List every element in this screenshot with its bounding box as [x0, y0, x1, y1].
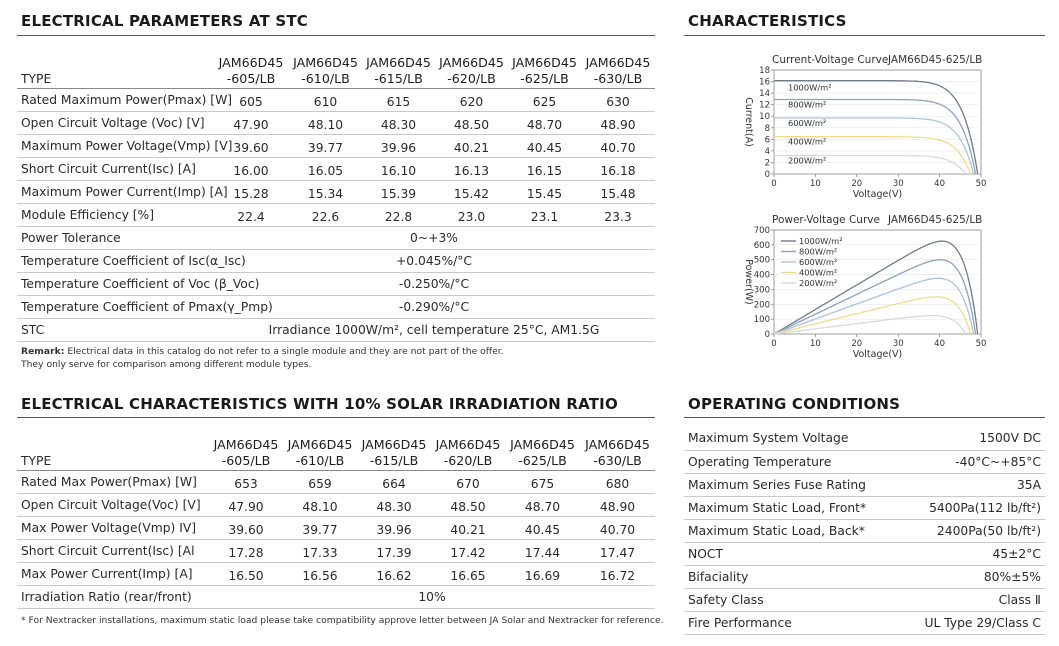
- y-tick-label: 700: [753, 226, 770, 236]
- y-tick-label: 100: [753, 315, 770, 326]
- model-name-line2: -620/LB: [447, 70, 496, 86]
- model-name-line1: JAM66D45: [213, 436, 279, 452]
- cell-value: 15.28: [213, 180, 289, 203]
- x-tick-label: 10: [809, 179, 821, 189]
- remark-text-2: They only serve for comparison among different module types.: [21, 358, 312, 370]
- table-row: [17, 539, 655, 562]
- x-tick-label: 40: [934, 179, 946, 189]
- cell-value: 22.8: [362, 203, 435, 226]
- cell-value: 15.42: [435, 180, 508, 203]
- table-row: [17, 226, 655, 249]
- table-row: [684, 542, 1045, 565]
- row-label: Maximum Power Voltage(Vmp) [V]: [17, 134, 213, 157]
- model-name-line1: JAM66D45: [512, 54, 577, 70]
- model-name-line2: -610/LB: [301, 70, 350, 86]
- model-name-line2: -625/LB: [518, 452, 567, 468]
- table-row: [684, 450, 1045, 473]
- model-name-line2: -620/LB: [443, 452, 493, 468]
- cell-value: 39.96: [362, 134, 435, 157]
- cell-value: 48.10: [283, 493, 357, 516]
- condition-value: 2400Pa(50 lb/ft²): [884, 519, 1045, 542]
- stc-title-rule: [17, 35, 655, 36]
- condition-value: 80%±5%: [884, 565, 1045, 588]
- model-header: [505, 434, 580, 470]
- series-line: [774, 297, 971, 334]
- condition-value: UL Type 29/Class C: [884, 611, 1045, 634]
- y-tick-label: 0: [764, 170, 770, 180]
- cell-value: 22.4: [213, 203, 289, 226]
- type-header: TYPE: [17, 52, 213, 88]
- cell-value: 16.15: [508, 157, 581, 180]
- cell-value: 620: [435, 88, 508, 111]
- bifi-characteristics-table: [17, 434, 655, 609]
- condition-label: Fire Performance: [684, 611, 884, 634]
- y-tick-label: 16: [759, 77, 770, 88]
- series-line: [774, 316, 966, 334]
- x-tick-label: 20: [851, 339, 863, 349]
- chart-title: Power-Voltage Curve: [772, 214, 880, 226]
- cell-value: 17.42: [431, 539, 505, 562]
- model-name-line1: JAM66D45: [585, 54, 651, 70]
- y-tick-label: 500: [753, 255, 770, 266]
- cell-value: 40.21: [435, 134, 508, 157]
- cell-value: 48.50: [431, 493, 505, 516]
- cell-value: 17.28: [209, 539, 283, 562]
- cell-value: 659: [283, 470, 357, 493]
- table-row: [684, 588, 1045, 611]
- table-row: [17, 134, 655, 157]
- row-label: Temperature Coefficient of Isc(α_Isc): [17, 249, 213, 272]
- spanning-value: Irradiance 1000W/m², cell temperature 25°C, AM1.5G: [213, 318, 655, 341]
- condition-value: 1500V DC: [884, 427, 1045, 450]
- condition-value: 5400Pa(112 lb/ft²): [884, 496, 1045, 519]
- cell-value: 48.70: [505, 493, 580, 516]
- chart-title: Current-Voltage Curve: [772, 54, 889, 66]
- table-row: [17, 88, 655, 111]
- model-name-line2: -630/LB: [593, 452, 642, 468]
- condition-value: -40°C~+85°C: [884, 450, 1045, 473]
- row-label: Power Tolerance: [17, 226, 213, 249]
- y-tick-label: 0: [764, 330, 770, 340]
- row-label: Rated Max Power(Pmax) [W]: [17, 470, 209, 493]
- table-row: [17, 157, 655, 180]
- cell-value: 40.70: [581, 134, 655, 157]
- remark-text-1: Electrical data in this catalog do not refer to a single module and they are not part of the offer.: [64, 346, 504, 357]
- spanning-value: -0.250%/°C: [213, 272, 655, 295]
- spanning-value: -0.290%/°C: [213, 295, 655, 318]
- x-tick-label: 40: [934, 339, 946, 349]
- table-row: [17, 203, 655, 226]
- cell-value: 17.39: [357, 539, 431, 562]
- condition-label: NOCT: [684, 542, 884, 565]
- y-tick-label: 10: [759, 112, 770, 123]
- y-axis-label: Power(W): [743, 259, 754, 305]
- model-name-line2: -610/LB: [295, 452, 345, 468]
- cell-value: 16.13: [435, 157, 508, 180]
- cell-value: 17.44: [505, 539, 580, 562]
- model-header: [508, 52, 581, 88]
- bifi-title-rule: [17, 417, 655, 418]
- model-name-line1: JAM66D45: [293, 54, 358, 70]
- characteristics-rule: [684, 35, 1045, 36]
- cell-value: 40.70: [580, 516, 655, 539]
- cell-value: 664: [357, 470, 431, 493]
- x-tick-label: 10: [809, 339, 821, 349]
- row-label: Short Circuit Current(Isc) [Al: [17, 539, 209, 562]
- operating-conditions-table: [684, 427, 1045, 635]
- model-name-line1: JAM66D45: [585, 436, 650, 452]
- cell-value: 23.1: [508, 203, 581, 226]
- model-name-line2: -615/LB: [374, 70, 423, 86]
- condition-label: Bifaciality: [684, 565, 884, 588]
- model-name-line2: -630/LB: [593, 70, 643, 86]
- cell-value: 48.70: [508, 111, 581, 134]
- table-row: [684, 611, 1045, 634]
- chart-model-label: JAM66D45-625/LB: [888, 54, 983, 66]
- row-label: Open Circuit Voltage(Voc) [V]: [17, 493, 209, 516]
- series-label: 800W/m²: [788, 99, 827, 110]
- y-tick-label: 14: [759, 89, 770, 100]
- model-header: [435, 52, 508, 88]
- y-tick-label: 200: [753, 300, 770, 311]
- model-header: [213, 52, 289, 88]
- model-name-line2: -615/LB: [369, 452, 419, 468]
- x-tick-label: 50: [975, 179, 987, 189]
- cell-value: 23.3: [581, 203, 655, 226]
- table-row: [17, 111, 655, 134]
- cell-value: 48.30: [362, 111, 435, 134]
- table-row: [17, 249, 655, 272]
- chart-model-label: JAM66D45-625/LB: [888, 214, 983, 226]
- model-header: [580, 434, 655, 470]
- condition-label: Operating Temperature: [684, 450, 884, 473]
- condition-value: 35A: [884, 473, 1045, 496]
- y-tick-label: 4: [764, 146, 770, 157]
- legend-label: 1000W/m²: [799, 236, 843, 246]
- spanning-value: +0.045%/°C: [213, 249, 655, 272]
- x-tick-label: 0: [771, 339, 777, 349]
- table-row: [17, 272, 655, 295]
- table-row: [17, 516, 655, 539]
- x-tick-label: 30: [892, 179, 904, 189]
- row-label: Maximum Power Current(Imp) [A]: [17, 180, 213, 203]
- model-header: [581, 52, 655, 88]
- cell-value: 610: [289, 88, 362, 111]
- y-tick-label: 300: [753, 285, 770, 296]
- cell-value: 40.45: [505, 516, 580, 539]
- bifi-section-title: ELECTRICAL CHARACTERISTICS WITH 10% SOLAR IRRADIATION RATIO: [21, 395, 618, 413]
- cell-value: 15.39: [362, 180, 435, 203]
- cell-value: 605: [213, 88, 289, 111]
- cell-value: 15.34: [289, 180, 362, 203]
- series-label: 400W/m²: [788, 136, 827, 147]
- legend-label: 200W/m²: [799, 278, 838, 288]
- cell-value: 39.60: [209, 516, 283, 539]
- model-header: [289, 52, 362, 88]
- table-header-row: [17, 434, 655, 470]
- condition-value: Class Ⅱ: [884, 588, 1045, 611]
- table-row: [17, 470, 655, 493]
- row-label: Short Circuit Current(Isc) [A]: [17, 157, 213, 180]
- cell-value: 680: [580, 470, 655, 493]
- remark-label: Remark:: [21, 346, 65, 357]
- cell-value: 670: [431, 470, 505, 493]
- legend-label: 800W/m²: [799, 246, 838, 257]
- condition-value: 45±2°C: [884, 542, 1045, 565]
- y-tick-label: 12: [759, 100, 770, 111]
- type-header: TYPE: [17, 434, 209, 470]
- cell-value: 39.60: [213, 134, 289, 157]
- operating-rule: [684, 417, 1045, 418]
- cell-value: 23.0: [435, 203, 508, 226]
- x-axis-label: Voltage(V): [852, 349, 903, 360]
- model-header: [283, 434, 357, 470]
- cell-value: 653: [209, 470, 283, 493]
- stc-section-title: ELECTRICAL PARAMETERS AT STC: [21, 12, 308, 30]
- table-row: [684, 496, 1045, 519]
- cell-value: 675: [505, 470, 580, 493]
- row-label: Max Power Current(Imp) [A]: [17, 562, 209, 585]
- x-tick-label: 20: [851, 179, 863, 189]
- cell-value: 48.90: [580, 493, 655, 516]
- y-axis-label: Current(A): [743, 97, 754, 147]
- condition-label: Safety Class: [684, 588, 884, 611]
- condition-label: Maximum System Voltage: [684, 427, 884, 450]
- row-label: Temperature Coefficient of Pmax(γ_Pmp): [17, 295, 213, 318]
- cell-value: 16.56: [283, 562, 357, 585]
- cell-value: 48.10: [289, 111, 362, 134]
- model-name-line2: -605/LB: [221, 452, 271, 468]
- cell-value: 16.69: [505, 562, 580, 585]
- cell-value: 16.72: [580, 562, 655, 585]
- model-name-line1: JAM66D45: [287, 436, 353, 452]
- cell-value: 16.50: [209, 562, 283, 585]
- table-row: [684, 519, 1045, 542]
- cell-value: 15.48: [581, 180, 655, 203]
- condition-label: Maximum Static Load, Back*: [684, 519, 884, 542]
- y-tick-label: 6: [764, 135, 770, 146]
- cell-value: 48.30: [357, 493, 431, 516]
- cell-value: 39.77: [289, 134, 362, 157]
- cell-value: 16.00: [213, 157, 289, 180]
- series-label: 1000W/m²: [788, 82, 832, 93]
- model-header: [362, 52, 435, 88]
- characteristics-title: CHARACTERISTICS: [688, 12, 847, 30]
- table-row: [17, 585, 655, 608]
- cell-value: 16.10: [362, 157, 435, 180]
- condition-label: Maximum Series Fuse Rating: [684, 473, 884, 496]
- cell-value: 17.47: [580, 539, 655, 562]
- model-name-line1: JAM66D45: [510, 436, 575, 452]
- table-row: [684, 427, 1045, 450]
- cell-value: 17.33: [283, 539, 357, 562]
- model-name-line1: JAM66D45: [439, 54, 504, 70]
- cell-value: 39.77: [283, 516, 357, 539]
- row-label: STC: [17, 318, 213, 341]
- pv-curve-chart: [734, 210, 994, 362]
- cell-value: 16.62: [357, 562, 431, 585]
- condition-label: Maximum Static Load, Front*: [684, 496, 884, 519]
- cell-value: 15.45: [508, 180, 581, 203]
- row-label: Module Efficiency [%]: [17, 203, 213, 226]
- cell-value: 47.90: [213, 111, 289, 134]
- cell-value: 40.45: [508, 134, 581, 157]
- x-tick-label: 0: [771, 179, 777, 189]
- x-tick-label: 30: [892, 339, 904, 349]
- cell-value: 625: [508, 88, 581, 111]
- row-label: Max Power Voltage(Vmp) IV]: [17, 516, 209, 539]
- row-label: Irradiation Ratio (rear/front): [17, 585, 209, 608]
- table-row: [684, 473, 1045, 496]
- cell-value: 48.50: [435, 111, 508, 134]
- model-header: [431, 434, 505, 470]
- cell-value: 16.05: [289, 157, 362, 180]
- table-row: [17, 493, 655, 516]
- stc-parameters-table: [17, 52, 655, 342]
- operating-title: OPERATING CONDITIONS: [688, 395, 901, 413]
- row-label: Temperature Coefficient of Voc (β_Voc): [17, 272, 213, 295]
- model-name-line1: JAM66D45: [435, 436, 501, 452]
- table-row: [17, 562, 655, 585]
- y-tick-label: 600: [753, 240, 770, 251]
- model-name-line2: -625/LB: [520, 70, 569, 86]
- y-tick-label: 400: [753, 270, 770, 281]
- cell-value: 22.6: [289, 203, 362, 226]
- y-tick-label: 18: [759, 66, 770, 76]
- model-name-line1: JAM66D45: [218, 54, 284, 70]
- series-label: 200W/m²: [788, 155, 827, 166]
- cell-value: 40.21: [431, 516, 505, 539]
- series-label: 600W/m²: [788, 117, 827, 128]
- table-row: [17, 180, 655, 203]
- x-axis-label: Voltage(V): [852, 189, 903, 200]
- table-row: [684, 565, 1045, 588]
- row-label: Rated Maximum Power(Pmax) [W]: [17, 88, 213, 111]
- model-name-line1: JAM66D45: [366, 54, 431, 70]
- model-header: [357, 434, 431, 470]
- cell-value: 16.65: [431, 562, 505, 585]
- cell-value: 47.90: [209, 493, 283, 516]
- nextracker-footnote: * For Nextracker installations, maximum static load please take compatibility approve letter between JA Solar and Nextracker for reference.: [21, 615, 664, 626]
- legend-label: 400W/m²: [799, 267, 838, 278]
- table-row: [17, 318, 655, 341]
- y-tick-label: 2: [764, 158, 770, 169]
- legend-label: 600W/m²: [799, 257, 838, 267]
- cell-value: 630: [581, 88, 655, 111]
- cell-value: 39.96: [357, 516, 431, 539]
- stc-remark: [21, 346, 504, 371]
- cell-value: 16.18: [581, 157, 655, 180]
- table-row: [17, 295, 655, 318]
- x-tick-label: 50: [975, 339, 987, 349]
- model-name-line1: JAM66D45: [361, 436, 427, 452]
- spanning-value: 10%: [209, 585, 655, 608]
- cell-value: 48.90: [581, 111, 655, 134]
- model-header: [209, 434, 283, 470]
- row-label: Open Circuit Voltage (Voc) [V]: [17, 111, 213, 134]
- spanning-value: 0~+3%: [213, 226, 655, 249]
- iv-curve-chart: [734, 50, 994, 202]
- table-header-row: [17, 52, 655, 88]
- model-name-line2: -605/LB: [226, 70, 276, 86]
- y-tick-label: 8: [764, 123, 770, 134]
- cell-value: 615: [362, 88, 435, 111]
